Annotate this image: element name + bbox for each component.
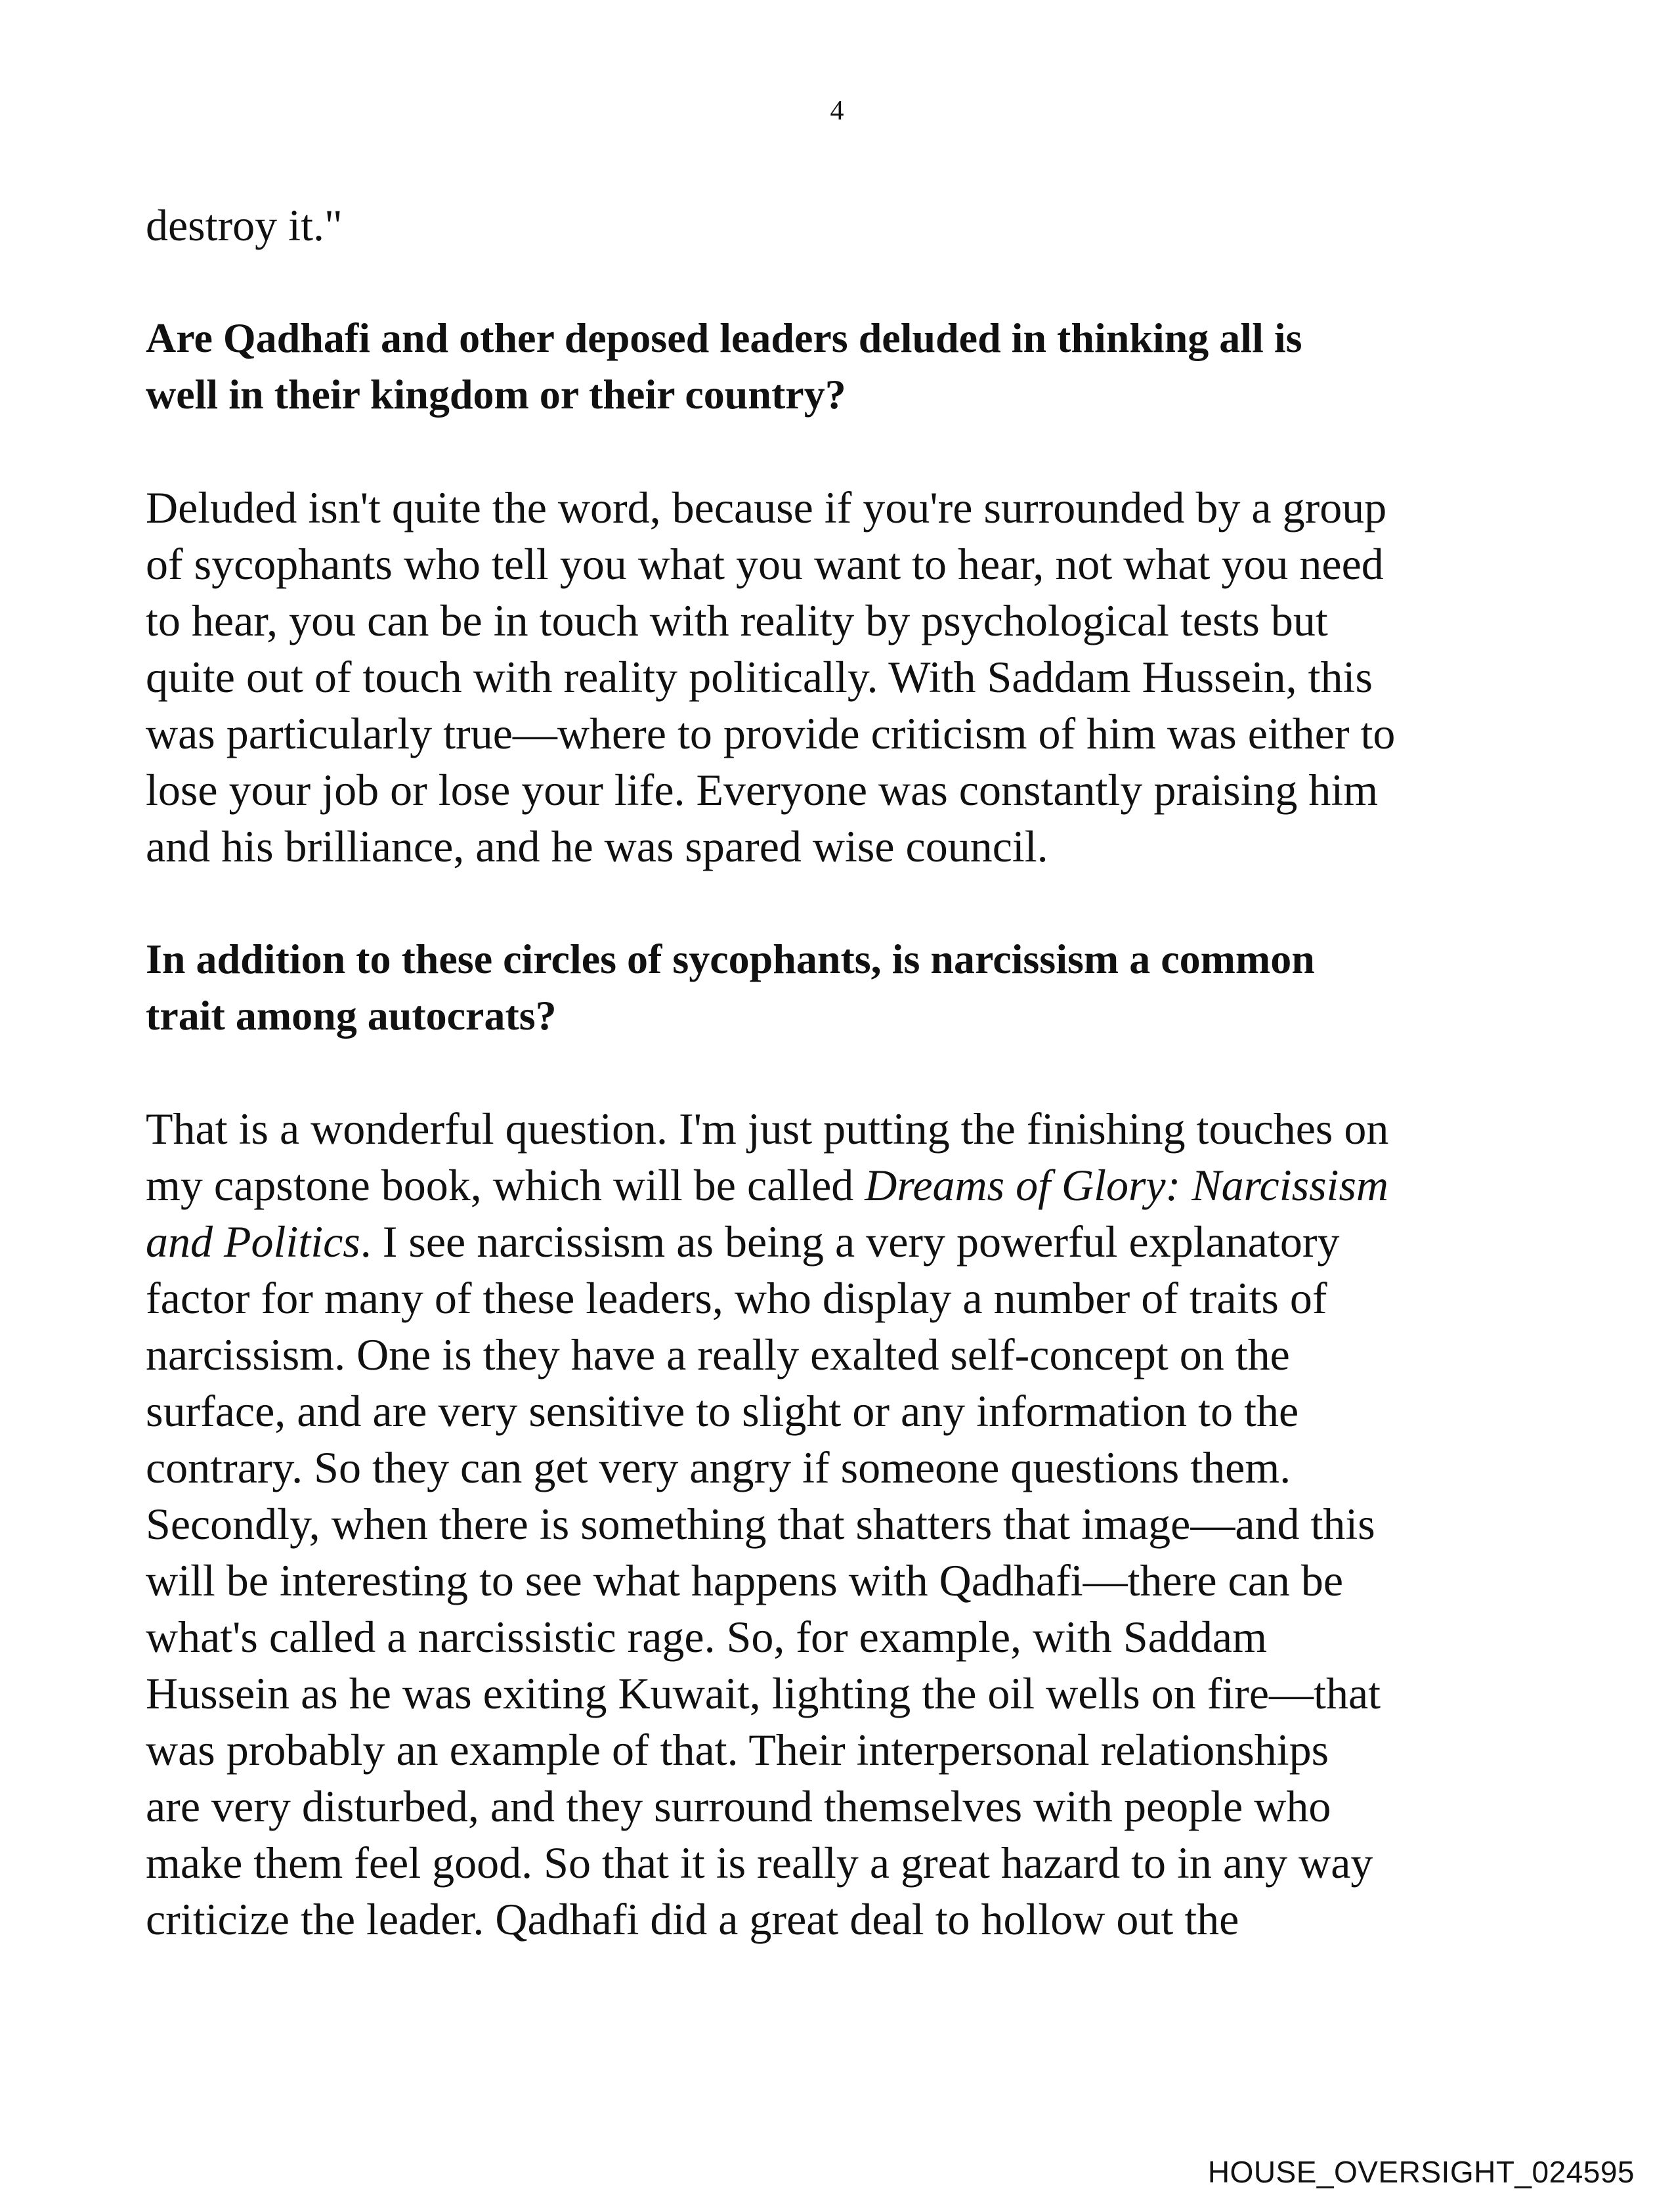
spacer <box>146 423 1537 479</box>
interview-answer-1: Deluded isn't quite the word, because if you're surrounded by a group of sycophants who tell you what you want to hear, not what you need to hear, you can be in touch with reality by psychological tests but quite out of touch with reality politically. With Saddam Hussein, this was particularly true—where to provide criticism of him was either to lose your job or lose your life. Everyone was constantly praising him and his brilliance, and he was spared wise council. <box>146 483 1396 871</box>
continuation-text: destroy it." <box>146 200 343 250</box>
document-body <box>146 197 1537 1947</box>
answer-line: That is a wonderful question. I'm just putting the finishing touches on <box>146 1104 1389 1154</box>
answer-text: my capstone book, which will be called <box>146 1160 865 1210</box>
page-number: 4 <box>830 96 844 126</box>
spacer <box>146 253 1537 310</box>
answer-remaining-text: factor for many of these leaders, who display a number of traits of narcissism. One is they have a really exalted self-concept on the surface, and are very sensitive to slight or any information to the contrary. So they can get very angry if someone questions them. Secondly, when there is something that shatters that image—and this will be interesting to see what happens with Qadhafi—there can be what's called a narcissistic rage. So, for example, with Saddam Hussein as he was exiting Kuwait, lighting the oil wells on fire—that was probably an example of that. Their interpersonal relationships are very disturbed, and they surround themselves with people who make them feel good. So that it is really a great hazard to in any way criticize the leader. Qadhafi did a great deal to hollow out the <box>146 1273 1381 1944</box>
interview-question-2: In addition to these circles of sycophants, is narcissism a common trait among autocrats? <box>146 936 1315 1039</box>
spacer <box>146 1044 1537 1100</box>
bates-stamp: HOUSE_OVERSIGHT_024595 <box>1207 2155 1635 2189</box>
answer-text: . I see narcissism as being a very powerful explanatory <box>360 1217 1340 1267</box>
book-title: Dreams of Glory: Narcissism <box>865 1160 1389 1210</box>
answer-line <box>146 1157 1537 1213</box>
spacer <box>146 875 1537 931</box>
interview-question-1: Are Qadhafi and other deposed leaders deluded in thinking all is well in their kingdom or their country? <box>146 314 1302 418</box>
book-title-continued: and Politics <box>146 1217 360 1267</box>
answer-line <box>146 1213 1537 1270</box>
interview-answer-2 <box>146 1100 1537 1947</box>
